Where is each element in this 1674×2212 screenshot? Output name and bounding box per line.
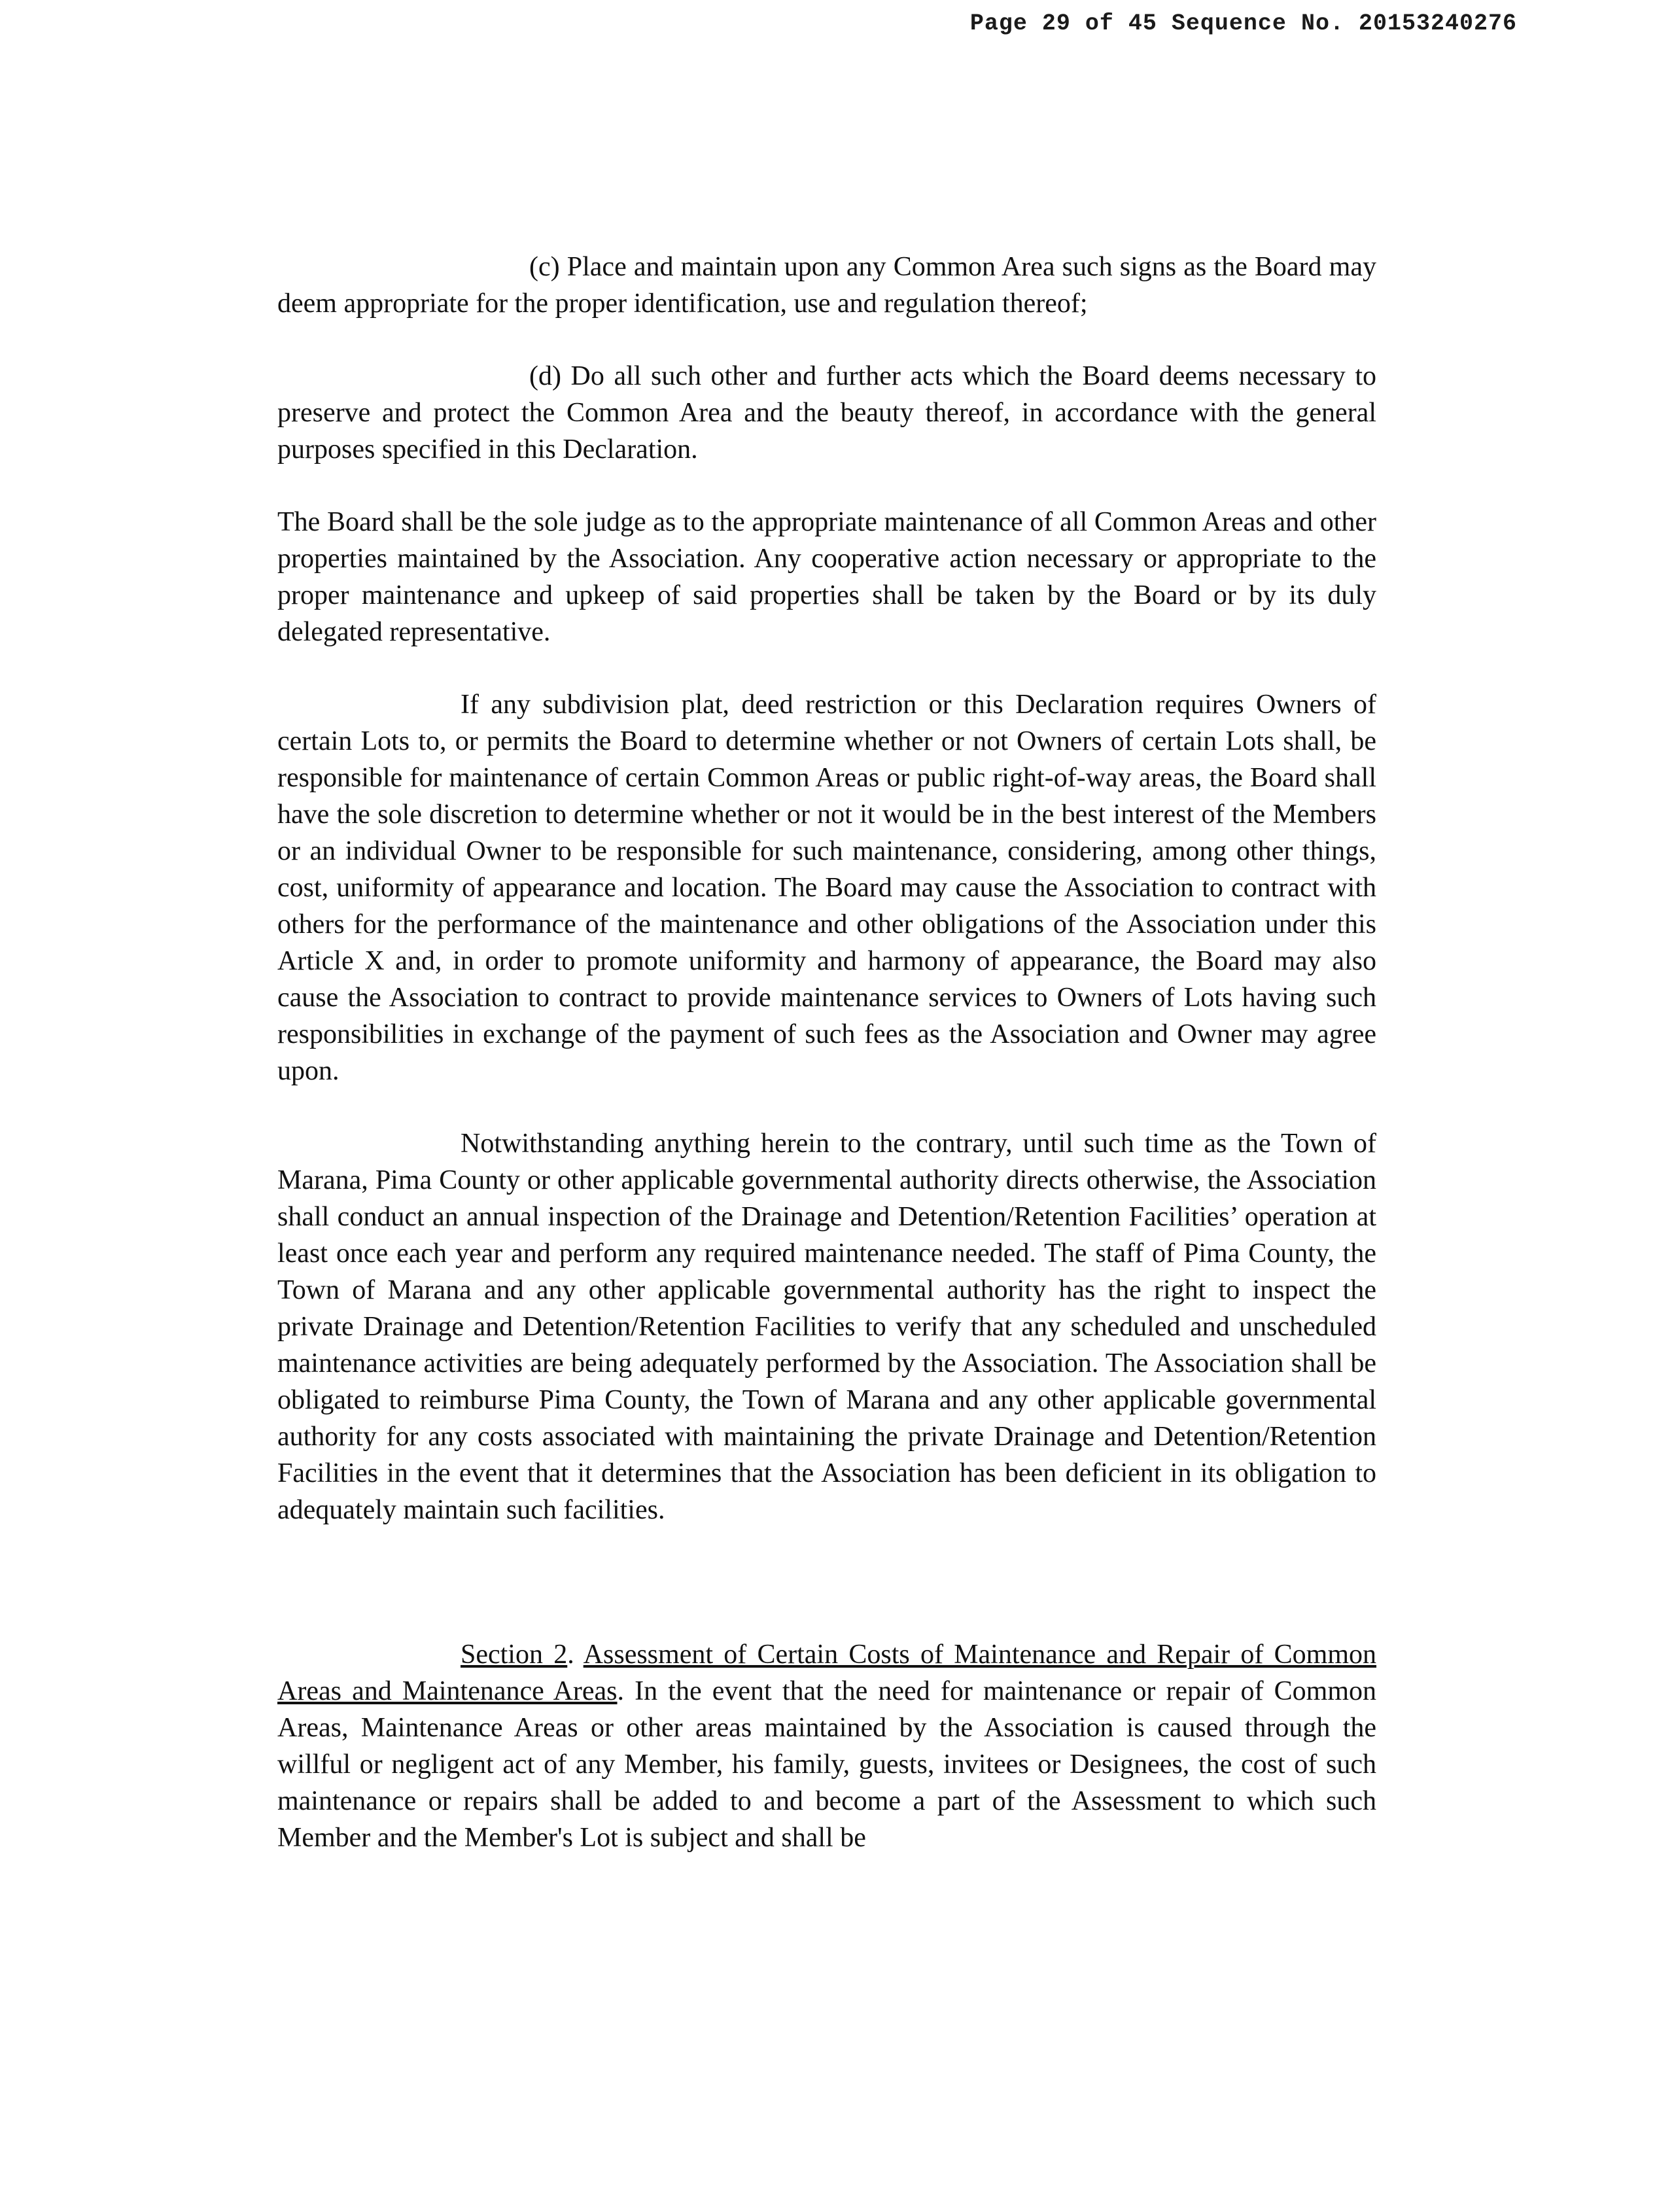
section-2-label-punct: . (567, 1640, 584, 1670)
section-2-body: In the event that the need for maintenance or repair of Common Areas, Maintenance Areas or other areas maintained by the Association is caused through the willful or negligent act of any Member, his family, guests, invitees or Designees, the cost of such maintenance or repairs shall be added to and become a part of the Assessment to which such Member and the Member's Lot is subject and shall be (277, 1676, 1376, 1853)
section-spacer (277, 1564, 1376, 1636)
section-2-heading: Assessment of Certain Costs of Maintenance and Repair of Common Areas and Maintenance Areas (277, 1640, 1377, 1706)
section-2-heading-punct: . (617, 1676, 625, 1706)
paragraph-notwithstanding: Notwithstanding anything herein to the contrary, until such time as the Town of Marana, Pima County or other applicable governmental authority directs otherwise, the Association shall conduct an annual inspection of the Drainage and Detention/Retention Facilities’ operation at least once each year and perform any required maintenance needed. The staff of Pima County, the Town of Marana and any other applicable governmental authority has the right to inspect the private Drainage and Detention/Retention Facilities to verify that any scheduled and unscheduled maintenance activities are being adequately performed by the Association. The Association shall be obligated to reimburse Pima County, the Town of Marana and any other applicable governmental authority for any costs associated with maintaining the private Drainage and Detention/Retention Facilities in the event that it determines that the Association has been deficient in its obligation to adequately maintain such facilities. (277, 1129, 1376, 1525)
section-2-label: Section 2 (461, 1640, 568, 1670)
paragraph-board-judge: The Board shall be the sole judge as to the appropriate maintenance of all Common Areas and other properties maintained by the Association. Any cooperative action necessary or appropriate to the proper maintenance and upkeep of said properties shall be taken by the Board or by its duly delegated representative. (277, 507, 1376, 647)
paragraph-c: (c) Place and maintain upon any Common Area such signs as the Board may deem appropriate for the proper identification, use and regulation thereof; (277, 252, 1376, 319)
page-sequence-header: Page 29 of 45 Sequence No. 20153240276 (969, 10, 1517, 37)
paragraph-subdivision: If any subdivision plat, deed restriction or this Declaration requires Owners of certain Lots to, or permits the Board to determine whether or not Owners of certain Lots shall, be responsible for maintenance of certain Common Areas or public right-of-way areas, the Board shall have the sole discretion to determine whether or not it would be in the best interest of the Members or an individual Owner to be responsible for such maintenance, considering, among other things, cost, uniformity of appearance and location. The Board may cause the Association to contract with others for the performance of the maintenance and other obligations of the Association under this Article X and, in order to promote uniformity and harmony of appearance, the Board may also cause the Association to contract to provide maintenance services to Owners of Lots having such responsibilities in exchange of the payment of such fees as the Association and Owner may agree upon. (277, 690, 1376, 1086)
document-body (277, 249, 1376, 1892)
section-2-paragraph (277, 1636, 1376, 1856)
paragraph-d: (d) Do all such other and further acts which the Board deems necessary to preserve and protect the Common Area and the beauty thereof, in accordance with the general purposes specified in this Declaration. (277, 361, 1376, 465)
